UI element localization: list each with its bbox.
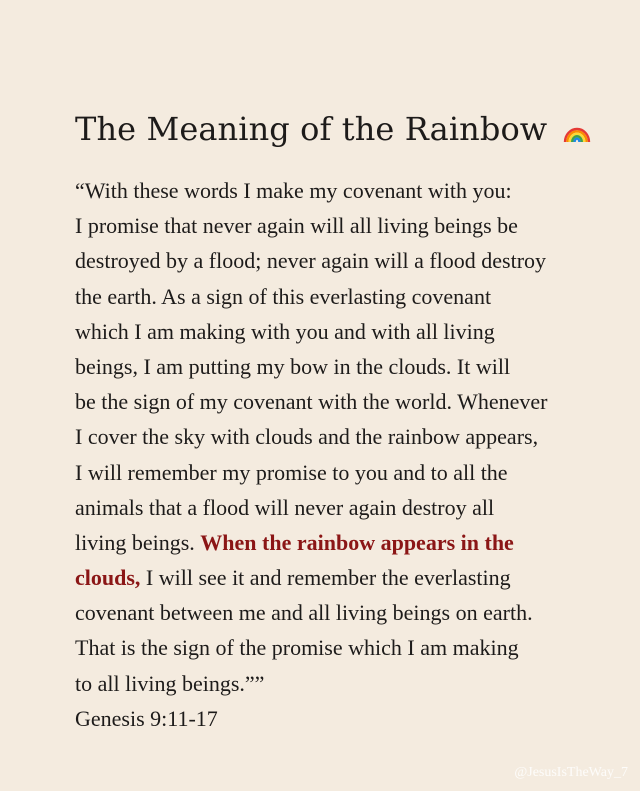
verse-line: animals that a flood will never again destroy all — [75, 494, 495, 520]
verse-line-text: living beings. — [75, 529, 201, 555]
verse-line: destroyed by a flood; never again will a flood destroy — [75, 248, 547, 274]
highlighted-phrase: When the rainbow appears in the — [200, 529, 514, 555]
verse-line: the earth. As a sign of this everlasting covenant — [75, 283, 492, 309]
verse-line — [75, 560, 610, 595]
verse-line: be the sign of my covenant with the world. Whenever — [75, 389, 548, 415]
verse-line: I promise that never again will all living beings be — [75, 213, 518, 239]
verse-card — [75, 103, 610, 736]
verse-line: “With these words I make my covenant with you: — [75, 178, 512, 203]
rainbow-icon — [562, 116, 592, 142]
title-text: The Meaning of the Rainbow — [75, 110, 548, 148]
page-title — [75, 103, 610, 155]
verse-line: beings, I am putting my bow in the clouds. It will — [75, 353, 511, 379]
verse-line: That is the sign of the promise which I am making — [75, 635, 519, 661]
verse-line — [75, 525, 610, 560]
verse-line-text: I will see it and remember the everlasting — [140, 565, 511, 591]
verse-text — [75, 173, 610, 736]
verse-line: covenant between me and all living beings on earth. — [75, 600, 533, 626]
verse-line: which I am making with you and with all living — [75, 318, 495, 344]
highlighted-phrase: clouds, — [75, 565, 141, 591]
watermark: @JesusIsTheWay_7 — [514, 765, 628, 780]
verse-reference: Genesis 9:11-17 — [75, 705, 218, 731]
verse-line: to all living beings.”” — [75, 670, 265, 696]
verse-line: I will remember my promise to you and to all the — [75, 459, 508, 485]
verse-line: I cover the sky with clouds and the rainbow appears, — [75, 424, 539, 450]
